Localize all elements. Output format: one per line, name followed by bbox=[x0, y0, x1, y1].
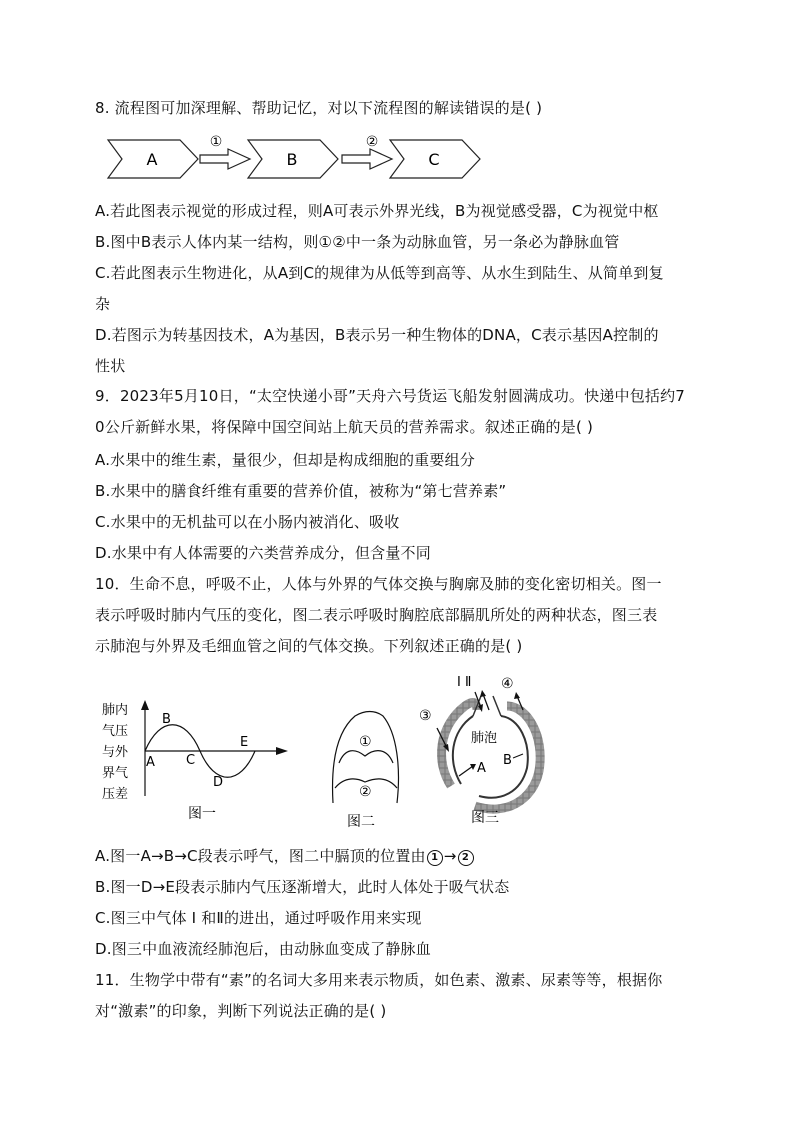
fig1-ylabel-3: 与外 bbox=[102, 745, 129, 760]
q8-option-d: D.若图示为转基因技术，A为基因，B表示另一种生物体的DNA，C表示基因A控制的 bbox=[95, 326, 659, 344]
fig2-caption: 图二 bbox=[347, 814, 375, 830]
fig2-label-2: ② bbox=[359, 784, 372, 800]
fig1-caption: 图一 bbox=[188, 806, 216, 822]
q8-option-b: B.图中B表示人体内某一结构，则①②中一条为动脉血管，另一条必为静脉血管 bbox=[95, 233, 620, 251]
q8-option-c-cont: 杂 bbox=[95, 295, 111, 313]
fig3-arrow-a bbox=[459, 766, 473, 776]
q8-option-d-cont: 性状 bbox=[95, 357, 126, 375]
fig2-label-1: ① bbox=[359, 734, 372, 750]
fig3-alveolus-label: 肺泡 bbox=[471, 731, 498, 746]
q10-option-a bbox=[95, 846, 475, 866]
fig3-airway-right bbox=[493, 696, 501, 716]
q8-flowchart bbox=[100, 132, 490, 187]
q9-option-c: C.水果中的无机盐可以在小肠内被消化、吸收 bbox=[95, 513, 400, 531]
q11-stem-line1: 11．生物学中带有“素”的名词大多用来表示物质，如色素、激素、尿素等等，根据你 bbox=[95, 971, 663, 989]
fig2-diaphragm-state-1 bbox=[339, 751, 393, 763]
q10-stem-line2: 表示呼吸时肺内气压的变化，图二表示呼吸时胸腔底部膈肌所处的两种状态，图三表 bbox=[95, 606, 658, 624]
q9-stem-line1: 9．2023年5月10日，“太空快递小哥”天舟六号货运飞船发射圆满成功。快递中包括约7 bbox=[95, 387, 686, 405]
fig3-gas-label: I Ⅱ bbox=[457, 675, 472, 690]
q10-option-a-arrow: → bbox=[443, 847, 457, 865]
fig1-ylabel-5: 压差 bbox=[102, 787, 129, 802]
fig1-point-e: E bbox=[240, 735, 249, 750]
fig3-label-in: ③ bbox=[419, 708, 432, 724]
q11-stem-line2: 对“激素”的印象，判断下列说法正确的是( ) bbox=[95, 1002, 387, 1020]
figure-3-alveolus bbox=[415, 666, 555, 831]
q10-option-c: C.图三中气体 I 和Ⅱ的进出，通过呼吸作用来实现 bbox=[95, 909, 422, 927]
fig3-arrow-gas-out bbox=[483, 694, 489, 710]
flow-arrow-1 bbox=[200, 149, 250, 169]
flow-arrow-1-label: ① bbox=[209, 134, 223, 150]
q10-option-a-text: A.图一A→B→C段表示呼气，图二中膈顶的位置由 bbox=[95, 847, 426, 865]
figure-2-diaphragm bbox=[325, 708, 405, 833]
fig1-x-axis-arrow bbox=[276, 747, 288, 755]
flow-box-a-label: A bbox=[146, 150, 158, 169]
fig3-capillary-outer bbox=[442, 703, 541, 810]
fig3-label-b: B bbox=[503, 753, 512, 768]
flow-box-c-label: C bbox=[428, 150, 440, 169]
fig1-point-c: C bbox=[186, 753, 196, 768]
figure-1-pressure-graph bbox=[100, 696, 300, 826]
fig1-point-d: D bbox=[213, 775, 224, 790]
fig1-ylabel-2: 气压 bbox=[102, 724, 129, 739]
flow-arrow-2-label: ② bbox=[365, 134, 379, 150]
q9-stem-line2: 0公斤新鲜水果，将保障中国空间站上航天员的营养需求。叙述正确的是( ) bbox=[95, 418, 594, 436]
q9-option-d: D.水果中有人体需要的六类营养成分，但含量不同 bbox=[95, 544, 431, 562]
q8-option-a: A.若此图表示视觉的形成过程，则A可表示外界光线，B为视觉感受器，C为视觉中枢 bbox=[95, 202, 659, 220]
q10-option-b: B.图一D→E段表示肺内气压逐渐增大，此时人体处于吸气状态 bbox=[95, 878, 510, 896]
q10-stem-line1: 10．生命不息，呼吸不止，人体与外界的气体交换与胸廓及肺的变化密切相关。图一 bbox=[95, 575, 662, 593]
q10-option-d: D.图三中血液流经肺泡后，由动脉血变成了静脉血 bbox=[95, 940, 431, 958]
q9-option-b: B.水果中的膳食纤维有重要的营养价值，被称为“第七营养素” bbox=[95, 482, 507, 500]
fig1-point-b: B bbox=[162, 712, 171, 727]
q10-stem-line3: 示肺泡与外界及毛细血管之间的气体交换。下列叙述正确的是( ) bbox=[95, 637, 523, 655]
q9-option-a: A.水果中的维生素，量很少，但却是构成细胞的重要组分 bbox=[95, 451, 475, 469]
circled-two: 2 bbox=[458, 850, 474, 866]
flow-box-b-label: B bbox=[286, 150, 298, 169]
q8-stem: 8. 流程图可加深理解、帮助记忆，对以下流程图的解读错误的是( ) bbox=[95, 99, 543, 117]
fig3-label-a: A bbox=[477, 761, 486, 776]
q8-option-c: C.若此图表示生物进化，从A到C的规律为从低等到高等、从水生到陆生、从简单到复 bbox=[95, 264, 664, 282]
circled-one: 1 bbox=[427, 850, 443, 866]
flow-arrow-2 bbox=[342, 149, 392, 169]
fig3-label-out: ④ bbox=[501, 676, 514, 692]
fig3-caption: 图三 bbox=[471, 810, 499, 826]
fig3-pointer-b bbox=[513, 754, 523, 758]
fig1-point-a: A bbox=[146, 755, 155, 770]
fig1-y-axis-arrow bbox=[141, 700, 149, 710]
fig1-ylabel-1: 肺内 bbox=[102, 703, 129, 718]
fig1-ylabel-4: 界气 bbox=[102, 766, 129, 781]
